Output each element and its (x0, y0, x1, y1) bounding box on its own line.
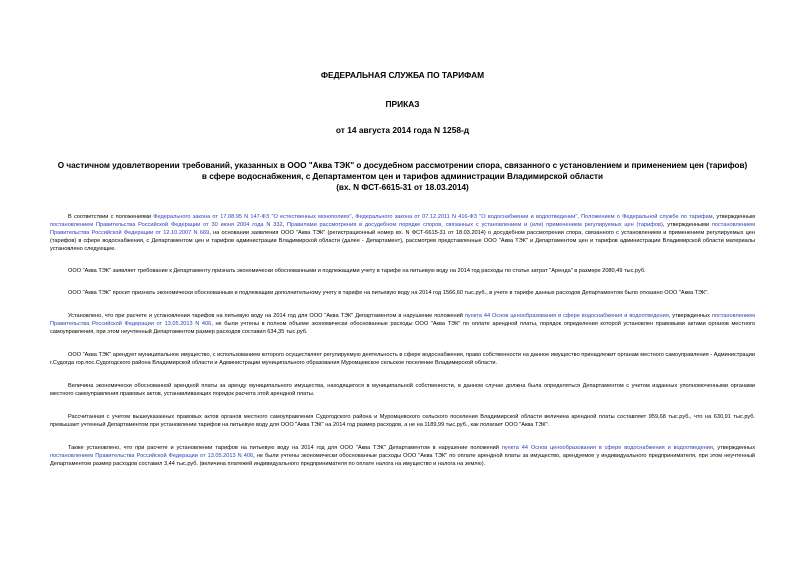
text: Установлено, что при расчете и установлении тарифов на питьевую воду на 2014 год для ООО "Аква ТЭК" Департаментом в нарушение положений (68, 313, 465, 319)
text: , (351, 214, 356, 220)
paragraph-8 (50, 444, 755, 468)
subject-reference: (вх. N ФСТ-6615-31 от 18.03.2014) (336, 183, 469, 192)
paragraph-7: Рассчитанная с учетом вышеуказанных правовых актов органов местного самоуправления Судогодского района и Муромцевского сельского поселения Владимирской области величина арендной платы составляет 959,68 тыс.руб., что на 630,91 тыс.руб. превышает учтенный Департаментом при установлении тарифов на питьевую воду для ООО "Аква ТЭК" на 2014 год размер расходов, а не на 1189,99 тыс.руб., как полагает ООО "Аква ТЭК". (50, 414, 755, 428)
link-government-decree-332[interactable]: постановлением Правительства Российской Федерации от 30 июня 2004 года N 332 (50, 222, 283, 228)
paragraph-5: ООО "Аква ТЭК" арендует муниципальное имущество, с использованием которого осуществляет регулируемую деятельность в сфере водоснабжения, право собственности на данное имущество принадлежит органам местного самоуправления - Администрации г.Судогда гор.пос.Судогодского района Владимирской области и Администрации муниципального образования Муромцевское сельское поселение Владимирской области. (50, 352, 755, 366)
text: , не были учтены экономически обоснованные расходы ООО "Аква ТЭК" по оплате арендной платы за имущество, арендуемое у индивидуального предпринимателя, при этом неучтенный Департаментом размер расходов составил 3,44 тыс.руб. (величина платежей индивидуального предпринимателя по оплате налога на имущество и налога на землю). (50, 453, 755, 467)
paragraph-6: Величина экономически обоснованной арендной платы за аренду муниципального имущества, находящегося в муниципальной собственности, в данном случае должна была определяться Департаментом с учетом изданных уполномоченными органами местного самоуправления правовых актов, устанавливающих порядок расчета этой арендной платы. (50, 383, 755, 397)
document-type: ПРИКАЗ (385, 99, 420, 109)
text: , утвержденных (712, 445, 755, 451)
text: , не были учтены в полном объеме экономически обоснованные расходы ООО "Аква ТЭК" по оплате арендной платы, порядок определения которой установлен правовыми актами органов местного самоуправления, при этом неучтенный Департаментом размер расходов составил 634,35 тыс.руб. (50, 321, 756, 335)
text: , (577, 214, 582, 220)
paragraph-3: ООО "Аква ТЭК" просит признать экономически обоснованным и подлежащим дополнительному учету в тарифе на питьевую воду на 2014 год 1566,60 тыс.руб., в учете в тарифе данных расходов Департаментом было отказано ООО "Аква ТЭК". (68, 290, 709, 296)
paragraph-4 (50, 312, 755, 336)
paragraph-2: ООО "Аква ТЭК" заявляет требование к Департаменту признать экономически обоснованными и подлежащими учету в тарифе на питьевую воду на 2014 год расходы по статье затрат "Аренда" в размере 2080,49 тыс.руб. (68, 268, 646, 274)
text: Также установлено, что при расчете и установлении тарифов на питьевую воду на 2014 год для ООО "Аква ТЭК" Департаментом в нарушение положений (68, 445, 502, 451)
paragraph-1 (50, 213, 755, 253)
link-federal-law-416[interactable]: Федерального закона от 07.12.2011 N 416-ФЗ "О водоснабжении и водоотведении" (355, 214, 578, 220)
agency-title: ФЕДЕРАЛЬНАЯ СЛУЖБА ПО ТАРИФАМ (320, 70, 485, 80)
link-government-decree-669[interactable]: постановлением Правительства Российской Федерации от 12.10.2007 N 669 (50, 222, 756, 236)
document-date: от 14 августа 2014 года N 1258-д (335, 125, 470, 135)
text: В соответствии с положениями (68, 214, 154, 220)
link-government-decree-406[interactable]: постановлением Правительства Российской Федерации от 13.05.2013 N 406 (50, 313, 755, 327)
text: , на основании заявления ООО "Аква ТЭК" (регистрационный номер вх. N ФСТ-6615-31 от 18.03.2014) о досудебном рассмотрении спора, связанного с установлением и применением регулируемых цен (тарифов) в сфере водоснабжения, с Департаментом цен и тарифов администрации Владимирской области (далее - Департамент), рассмотрев представленные ООО "Аква ТЭК" и Департаментом цен и тарифов администрации Владимирской области материалы установлено следующее. (50, 230, 755, 252)
link-dispute-rules[interactable]: Правилами рассмотрения в досудебном порядке споров, связанных с установлением и (или) применением регулируемых цен (тарифов) (287, 222, 663, 228)
text: , утвержденных (668, 313, 712, 319)
text: , утвержденным (712, 214, 755, 220)
link-pricing-basics-p44[interactable]: пункта 44 Основ ценообразования в сфере водоснабжения и водоотведения (501, 445, 713, 451)
document-body (50, 213, 755, 468)
link-fst-regulation[interactable]: Положением о Федеральной службе по тарифам (581, 214, 713, 220)
text: , (282, 222, 288, 228)
link-pricing-basics-p44[interactable]: пункта 44 Основ ценообразования в сфере водоснабжения и водоотведения (464, 313, 669, 319)
link-government-decree-406[interactable]: постановлением Правительства Российской Федерации от 13.05.2013 N 406 (50, 453, 254, 459)
subject-text: О частичном удовлетворении требований, указанных в ООО "Аква ТЭК" о досудебном рассмотрении спора, связанного с установлением и применением цен (тарифов) в сфере водоснабжения, с Департаментом цен и тарифов администрации Владимирской области (57, 161, 748, 181)
text: , утвержденными (662, 222, 712, 228)
link-federal-law-147[interactable]: Федерального закона от 17.08.95 N 147-ФЗ "О естественных монополиях" (153, 214, 352, 220)
document-subject (50, 160, 755, 193)
